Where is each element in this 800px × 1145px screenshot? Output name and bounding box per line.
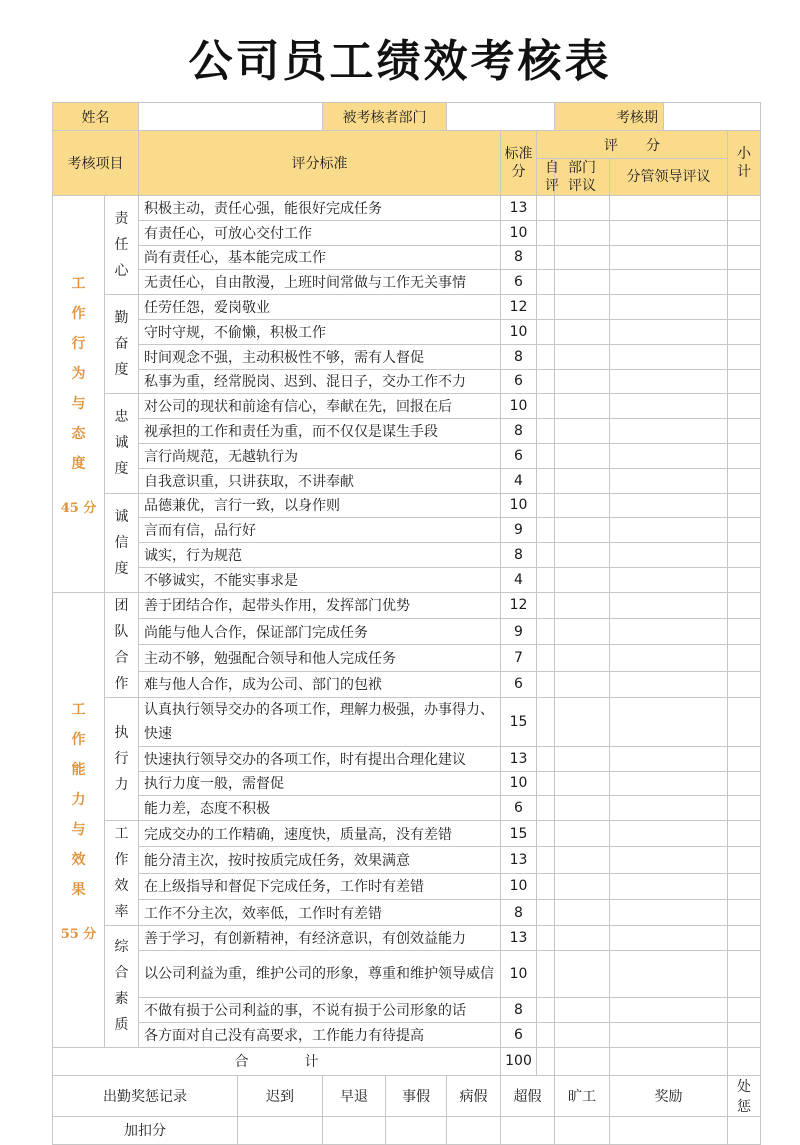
dept-eval-cell[interactable] — [555, 926, 610, 951]
subtotal-cell[interactable] — [728, 1022, 761, 1047]
criteria-row — [53, 796, 761, 821]
criteria-row — [53, 821, 761, 847]
subcategory-name: 综合素质 — [114, 939, 129, 1034]
criteria-row — [53, 468, 761, 493]
criteria-row — [53, 847, 761, 873]
criteria-text: 守时守规，不偷懒，积极工作 — [139, 319, 501, 344]
leader-eval-cell[interactable] — [610, 873, 728, 899]
criteria-text: 言而有信，品行好 — [139, 518, 501, 543]
self-eval-cell[interactable] — [537, 344, 555, 369]
subtotal-cell[interactable] — [728, 821, 761, 847]
bonus-cell[interactable] — [555, 1116, 610, 1144]
criteria-text: 不做有损于公司利益的事，不说有损于公司形象的话 — [139, 997, 501, 1022]
dept-field[interactable] — [447, 103, 555, 131]
subtotal-cell[interactable] — [728, 220, 761, 245]
standard-score: 8 — [501, 899, 537, 925]
criteria-text: 言行尚规范，无越轨行为 — [139, 443, 501, 468]
bonus-row — [53, 1116, 761, 1144]
bonus-cell[interactable] — [728, 1116, 761, 1144]
standard-score: 13 — [501, 847, 537, 873]
subcategory-name: 责任心 — [114, 211, 129, 280]
criteria-text: 时间观念不强，主动积极性不够，需有人督促 — [139, 344, 501, 369]
criteria-row — [53, 319, 761, 344]
subtotal-cell[interactable] — [728, 796, 761, 821]
header-row-1 — [53, 103, 761, 131]
criteria-text: 视承担的工作和责任为重，而不仅仅是谋生手段 — [139, 419, 501, 444]
criteria-label: 评分标准 — [139, 131, 501, 196]
leader-eval-cell[interactable] — [610, 847, 728, 873]
self-eval-cell[interactable] — [537, 196, 555, 221]
standard-score: 15 — [501, 697, 537, 746]
self-eval-cell[interactable] — [537, 295, 555, 320]
subtotal-cell[interactable] — [728, 319, 761, 344]
subtotal-cell[interactable] — [728, 518, 761, 543]
self-eval-cell[interactable] — [537, 592, 555, 618]
criteria-text: 自我意识重，只讲获取，不讲奉献 — [139, 468, 501, 493]
dept-eval-cell[interactable] — [555, 847, 610, 873]
attendance-item: 处惩 — [728, 1075, 761, 1116]
total-subtotal-cell[interactable] — [728, 1047, 761, 1075]
subtotal-cell[interactable] — [728, 950, 761, 997]
dept-eval-cell[interactable] — [555, 771, 610, 796]
dept-eval-cell[interactable] — [555, 950, 610, 997]
subcategory-name: 忠诚度 — [114, 409, 129, 478]
dept-eval-label: 部门评议 — [555, 159, 610, 196]
subcategory-cell — [105, 295, 139, 394]
criteria-row — [53, 543, 761, 568]
leader-eval-cell[interactable] — [610, 950, 728, 997]
self-eval-cell[interactable] — [537, 1022, 555, 1047]
standard-score: 8 — [501, 543, 537, 568]
self-eval-cell[interactable] — [537, 245, 555, 270]
subtotal-cell[interactable] — [728, 369, 761, 394]
standard-score: 4 — [501, 567, 537, 592]
criteria-row — [53, 950, 761, 997]
subtotal-cell[interactable] — [728, 873, 761, 899]
total-dept-cell[interactable] — [555, 1047, 610, 1075]
attendance-item: 奖励 — [610, 1075, 728, 1116]
self-eval-cell[interactable] — [537, 270, 555, 295]
subtotal-cell[interactable] — [728, 196, 761, 221]
bonus-cell[interactable] — [386, 1116, 447, 1144]
self-eval-cell[interactable] — [537, 468, 555, 493]
category-score: 55 分 — [60, 926, 97, 942]
criteria-text: 尚有责任心，基本能完成工作 — [139, 245, 501, 270]
criteria-row — [53, 771, 761, 796]
subcategory-name: 勤奋度 — [114, 310, 129, 379]
subtotal-cell[interactable] — [728, 997, 761, 1022]
dept-eval-cell[interactable] — [555, 196, 610, 221]
self-eval-cell[interactable] — [537, 847, 555, 873]
self-eval-cell[interactable] — [537, 997, 555, 1022]
subtotal-cell[interactable] — [728, 592, 761, 618]
subcategory-cell — [105, 926, 139, 1047]
criteria-row — [53, 394, 761, 419]
dept-eval-cell[interactable] — [555, 796, 610, 821]
standard-score: 6 — [501, 369, 537, 394]
dept-eval-cell[interactable] — [555, 997, 610, 1022]
criteria-text: 私事为重，经常脱岗、迟到、混日子，交办工作不力 — [139, 369, 501, 394]
dept-eval-cell[interactable] — [555, 1022, 610, 1047]
standard-score: 10 — [501, 873, 537, 899]
self-eval-cell[interactable] — [537, 567, 555, 592]
subtotal-cell[interactable] — [728, 468, 761, 493]
attendance-item: 病假 — [447, 1075, 501, 1116]
name-field[interactable] — [139, 103, 323, 131]
criteria-row — [53, 592, 761, 618]
subtotal-cell[interactable] — [728, 270, 761, 295]
criteria-text: 各方面对自己没有高要求，工作能力有待提高 — [139, 1022, 501, 1047]
criteria-row — [53, 697, 761, 746]
subcategory-cell — [105, 196, 139, 295]
criteria-text: 不够诚实，不能实事求是 — [139, 567, 501, 592]
criteria-row — [53, 220, 761, 245]
dept-eval-cell[interactable] — [555, 344, 610, 369]
page-title: 公司员工绩效考核表 — [188, 36, 612, 87]
subtotal-cell[interactable] — [728, 771, 761, 796]
category-gap — [53, 479, 104, 499]
criteria-text: 在上级指导和督促下完成任务，工作时有差错 — [139, 873, 501, 899]
self-eval-cell[interactable] — [537, 369, 555, 394]
leader-eval-cell[interactable] — [610, 295, 728, 320]
self-eval-cell[interactable] — [537, 319, 555, 344]
dept-eval-cell[interactable] — [555, 899, 610, 925]
criteria-row — [53, 270, 761, 295]
leader-eval-cell[interactable] — [610, 619, 728, 645]
subtotal-cell[interactable] — [728, 619, 761, 645]
standard-score: 13 — [501, 746, 537, 771]
dept-eval-cell[interactable] — [555, 295, 610, 320]
leader-eval-cell[interactable] — [610, 821, 728, 847]
bonus-cell[interactable] — [238, 1116, 323, 1144]
leader-eval-cell[interactable] — [610, 220, 728, 245]
dept-eval-cell[interactable] — [555, 592, 610, 618]
self-eval-cell[interactable] — [537, 899, 555, 925]
subcategory-cell — [105, 394, 139, 493]
leader-eval-cell[interactable] — [610, 344, 728, 369]
self-eval-cell[interactable] — [537, 220, 555, 245]
dept-eval-cell[interactable] — [555, 543, 610, 568]
criteria-text: 快速执行领导交办的各项工作，时有提出合理化建议 — [139, 746, 501, 771]
standard-score: 15 — [501, 821, 537, 847]
dept-eval-cell[interactable] — [555, 220, 610, 245]
self-eval-cell[interactable] — [537, 697, 555, 746]
criteria-row — [53, 443, 761, 468]
dept-label: 被考核者部门 — [323, 103, 447, 131]
item-label: 考核项目 — [53, 131, 139, 196]
subtotal-cell[interactable] — [728, 245, 761, 270]
subtotal-cell[interactable] — [728, 419, 761, 444]
attendance-item: 超假 — [501, 1075, 555, 1116]
leader-eval-cell[interactable] — [610, 746, 728, 771]
criteria-row — [53, 671, 761, 697]
criteria-row — [53, 873, 761, 899]
subcategory-cell — [105, 697, 139, 820]
standard-score: 10 — [501, 771, 537, 796]
criteria-text: 有责任心，可放心交付工作 — [139, 220, 501, 245]
criteria-text: 善于团结合作，起带头作用，发挥部门优势 — [139, 592, 501, 618]
standard-score: 12 — [501, 592, 537, 618]
subcategory-cell — [105, 493, 139, 592]
criteria-row — [53, 245, 761, 270]
leader-eval-cell[interactable] — [610, 997, 728, 1022]
self-eval-cell[interactable] — [537, 671, 555, 697]
criteria-row — [53, 899, 761, 925]
criteria-row — [53, 344, 761, 369]
category-gap — [53, 905, 104, 925]
leader-eval-cell[interactable] — [610, 394, 728, 419]
subtotal-label: 小计 — [728, 131, 761, 196]
subtotal-cell[interactable] — [728, 295, 761, 320]
self-eval-cell[interactable] — [537, 746, 555, 771]
standard-score: 10 — [501, 493, 537, 518]
subtotal-cell[interactable] — [728, 899, 761, 925]
dept-eval-cell[interactable] — [555, 419, 610, 444]
subcategory-cell — [105, 821, 139, 926]
criteria-text: 认真执行领导交办的各项工作，理解力极强，办事得力、快速 — [139, 697, 501, 746]
leader-eval-cell[interactable] — [610, 771, 728, 796]
leader-eval-cell[interactable] — [610, 518, 728, 543]
category-score: 45 分 — [60, 500, 97, 516]
leader-eval-cell[interactable] — [610, 926, 728, 951]
criteria-text: 工作不分主次，效率低，工作时有差错 — [139, 899, 501, 925]
self-eval-cell[interactable] — [537, 394, 555, 419]
standard-score: 9 — [501, 518, 537, 543]
criteria-text: 无责任心，自由散漫，上班时间常做与工作无关事情 — [139, 270, 501, 295]
standard-score: 8 — [501, 419, 537, 444]
standard-score: 13 — [501, 926, 537, 951]
self-eval-cell[interactable] — [537, 950, 555, 997]
subcategory-cell — [105, 592, 139, 697]
criteria-row — [53, 746, 761, 771]
criteria-row — [53, 997, 761, 1022]
criteria-text: 完成交办的工作精确，速度快，质量高，没有差错 — [139, 821, 501, 847]
attendance-item: 迟到 — [238, 1075, 323, 1116]
evaluation-table — [52, 102, 761, 1145]
dept-eval-cell[interactable] — [555, 619, 610, 645]
criteria-text: 善于学习，有创新精神，有经济意识，有创效益能力 — [139, 926, 501, 951]
leader-eval-cell[interactable] — [610, 567, 728, 592]
criteria-row — [53, 1022, 761, 1047]
standard-score: 13 — [501, 196, 537, 221]
criteria-text: 诚实，行为规范 — [139, 543, 501, 568]
bonus-cell[interactable] — [610, 1116, 728, 1144]
leader-eval-cell[interactable] — [610, 369, 728, 394]
standard-score: 12 — [501, 295, 537, 320]
attendance-label: 出勤奖惩记录 — [53, 1075, 238, 1116]
subtotal-cell[interactable] — [728, 847, 761, 873]
leader-eval-cell[interactable] — [610, 543, 728, 568]
standard-score: 7 — [501, 645, 537, 671]
category-cell — [53, 592, 105, 1047]
dept-eval-cell[interactable] — [555, 645, 610, 671]
leader-eval-cell[interactable] — [610, 592, 728, 618]
total-label: 合 计 — [53, 1047, 501, 1075]
dept-eval-cell[interactable] — [555, 319, 610, 344]
standard-score: 6 — [501, 443, 537, 468]
subcategory-name: 工作效率 — [114, 826, 129, 921]
standard-score: 8 — [501, 997, 537, 1022]
leader-eval-cell[interactable] — [610, 468, 728, 493]
standard-score: 10 — [501, 319, 537, 344]
self-eval-cell[interactable] — [537, 419, 555, 444]
subtotal-cell[interactable] — [728, 671, 761, 697]
self-eval-cell[interactable] — [537, 518, 555, 543]
standard-score: 6 — [501, 270, 537, 295]
dept-eval-cell[interactable] — [555, 270, 610, 295]
criteria-row — [53, 369, 761, 394]
std-score-label: 标准分 — [501, 131, 537, 196]
criteria-text: 执行力度一般，需督促 — [139, 771, 501, 796]
bonus-cell[interactable] — [323, 1116, 386, 1144]
total-leader-cell[interactable] — [610, 1047, 728, 1075]
self-eval-cell[interactable] — [537, 821, 555, 847]
standard-score: 4 — [501, 468, 537, 493]
criteria-row — [53, 518, 761, 543]
dept-eval-cell[interactable] — [555, 671, 610, 697]
subtotal-cell[interactable] — [728, 493, 761, 518]
standard-score: 6 — [501, 671, 537, 697]
leader-eval-cell[interactable] — [610, 245, 728, 270]
criteria-row — [53, 419, 761, 444]
leader-eval-cell[interactable] — [610, 319, 728, 344]
dept-eval-cell[interactable] — [555, 493, 610, 518]
leader-eval-cell[interactable] — [610, 697, 728, 746]
leader-eval-cell[interactable] — [610, 1022, 728, 1047]
standard-score: 6 — [501, 1022, 537, 1047]
dept-eval-cell[interactable] — [555, 394, 610, 419]
dept-eval-cell[interactable] — [555, 873, 610, 899]
criteria-row — [53, 619, 761, 645]
dept-eval-cell[interactable] — [555, 245, 610, 270]
leader-eval-cell[interactable] — [610, 419, 728, 444]
leader-eval-cell[interactable] — [610, 796, 728, 821]
total-self-cell[interactable] — [537, 1047, 555, 1075]
subtotal-cell[interactable] — [728, 645, 761, 671]
subtotal-cell[interactable] — [728, 926, 761, 951]
dept-eval-cell[interactable] — [555, 697, 610, 746]
standard-score: 10 — [501, 394, 537, 419]
period-field[interactable] — [664, 103, 761, 131]
dept-eval-cell[interactable] — [555, 468, 610, 493]
attendance-item: 早退 — [323, 1075, 386, 1116]
score-label: 评 分 — [537, 131, 728, 159]
subcategory-name: 执行力 — [114, 724, 129, 793]
criteria-text: 以公司利益为重，维护公司的形象，尊重和维护领导威信 — [139, 950, 501, 997]
name-label: 姓名 — [53, 103, 139, 131]
subtotal-cell[interactable] — [728, 543, 761, 568]
leader-eval-cell[interactable] — [610, 671, 728, 697]
standard-score: 10 — [501, 220, 537, 245]
leader-eval-cell[interactable] — [610, 443, 728, 468]
self-eval-cell[interactable] — [537, 443, 555, 468]
total-value: 100 — [501, 1047, 537, 1075]
self-eval-cell[interactable] — [537, 873, 555, 899]
criteria-text: 任劳任怨，爱岗敬业 — [139, 295, 501, 320]
leader-eval-cell[interactable] — [610, 270, 728, 295]
category-name: 工作能力与效果 — [71, 701, 86, 898]
attendance-item: 事假 — [386, 1075, 447, 1116]
standard-score: 6 — [501, 796, 537, 821]
category-cell — [53, 196, 105, 593]
self-eval-cell[interactable] — [537, 543, 555, 568]
criteria-text: 能分清主次，按时按质完成任务，效果满意 — [139, 847, 501, 873]
criteria-row — [53, 567, 761, 592]
criteria-row — [53, 295, 761, 320]
dept-eval-cell[interactable] — [555, 567, 610, 592]
criteria-text: 对公司的现状和前途有信心，奉献在先，回报在后 — [139, 394, 501, 419]
bonus-label: 加扣分 — [53, 1116, 238, 1144]
criteria-row — [53, 645, 761, 671]
self-eval-cell[interactable] — [537, 493, 555, 518]
subtotal-cell[interactable] — [728, 394, 761, 419]
criteria-text: 尚能与他人合作，保证部门完成任务 — [139, 619, 501, 645]
standard-score: 8 — [501, 245, 537, 270]
criteria-row — [53, 196, 761, 221]
leader-eval-cell[interactable] — [610, 196, 728, 221]
criteria-text: 积极主动，责任心强，能很好完成任务 — [139, 196, 501, 221]
dept-eval-cell[interactable] — [555, 443, 610, 468]
bonus-cell[interactable] — [501, 1116, 555, 1144]
attendance-row — [53, 1075, 761, 1116]
criteria-text: 能力差，态度不积极 — [139, 796, 501, 821]
criteria-text: 品德兼优，言行一致，以身作则 — [139, 493, 501, 518]
leader-eval-cell[interactable] — [610, 899, 728, 925]
subtotal-cell[interactable] — [728, 567, 761, 592]
leader-eval-cell[interactable] — [610, 493, 728, 518]
dept-eval-cell[interactable] — [555, 821, 610, 847]
subtotal-cell[interactable] — [728, 746, 761, 771]
subtotal-cell[interactable] — [728, 344, 761, 369]
attendance-item: 旷工 — [555, 1075, 610, 1116]
criteria-text: 难与他人合作，成为公司、部门的包袱 — [139, 671, 501, 697]
period-label: 考核期 — [555, 103, 664, 131]
subcategory-name: 团队合作 — [114, 597, 129, 692]
self-eval-cell[interactable] — [537, 619, 555, 645]
self-eval-cell[interactable] — [537, 796, 555, 821]
criteria-row — [53, 926, 761, 951]
leader-eval-cell[interactable] — [610, 645, 728, 671]
self-eval-cell[interactable] — [537, 771, 555, 796]
category-name: 工作行为与态度 — [71, 275, 86, 472]
subcategory-name: 诚信度 — [114, 508, 129, 577]
subtotal-cell[interactable] — [728, 697, 761, 746]
self-eval-cell[interactable] — [537, 926, 555, 951]
leader-eval-label: 分管领导评议 — [610, 159, 728, 196]
dept-eval-cell[interactable] — [555, 369, 610, 394]
standard-score: 9 — [501, 619, 537, 645]
standard-score: 10 — [501, 950, 537, 997]
self-eval-label: 自评 — [537, 159, 555, 196]
dept-eval-cell[interactable] — [555, 746, 610, 771]
dept-eval-cell[interactable] — [555, 518, 610, 543]
self-eval-cell[interactable] — [537, 645, 555, 671]
bonus-cell[interactable] — [447, 1116, 501, 1144]
header-row-2 — [53, 131, 761, 159]
total-row — [53, 1047, 761, 1075]
subtotal-cell[interactable] — [728, 443, 761, 468]
standard-score: 8 — [501, 344, 537, 369]
criteria-text: 主动不够，勉强配合领导和他人完成任务 — [139, 645, 501, 671]
criteria-row — [53, 493, 761, 518]
